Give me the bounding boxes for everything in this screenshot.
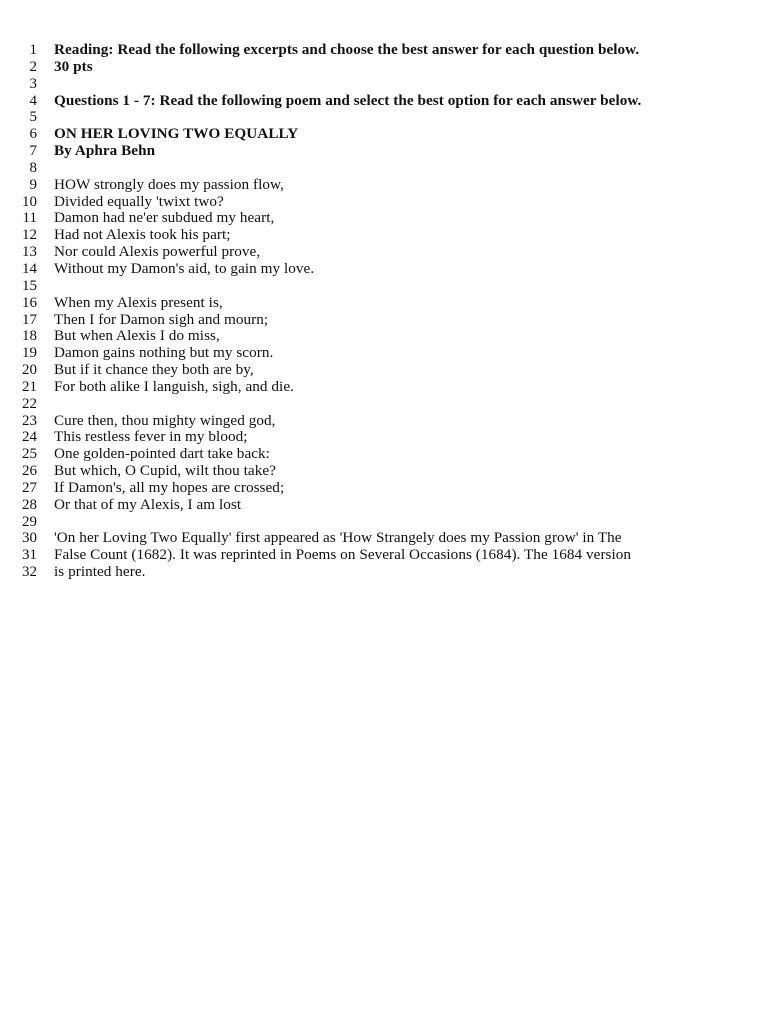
line-number: 32 bbox=[22, 564, 37, 581]
document-line bbox=[0, 362, 768, 379]
document-line bbox=[0, 396, 768, 413]
line-text: But which, O Cupid, wilt thou take? bbox=[54, 462, 276, 480]
line-text: For both alike I languish, sigh, and die. bbox=[54, 377, 294, 395]
line-text bbox=[37, 109, 54, 126]
line-text: HOW strongly does my passion flow, bbox=[54, 175, 284, 193]
document-line bbox=[0, 480, 768, 497]
document-line bbox=[0, 328, 768, 345]
line-text bbox=[37, 76, 54, 93]
document-line bbox=[0, 126, 768, 143]
line-text bbox=[37, 160, 54, 177]
document-line bbox=[0, 278, 768, 295]
document-line bbox=[0, 76, 768, 93]
document-line bbox=[0, 497, 768, 514]
line-number: 25 bbox=[22, 446, 37, 463]
line-text bbox=[37, 514, 54, 531]
line-text: But if it chance they both are by, bbox=[54, 361, 254, 379]
line-number: 12 bbox=[22, 227, 37, 244]
line-number: 6 bbox=[29, 126, 37, 143]
line-number: 11 bbox=[22, 210, 37, 227]
line-number: 15 bbox=[22, 277, 37, 294]
line-number: 4 bbox=[29, 92, 37, 109]
line-text: Questions 1 - 7: Read the following poem and select the best option for each answer below. bbox=[54, 91, 642, 109]
line-text: 30 pts bbox=[54, 57, 93, 75]
document-line bbox=[0, 564, 768, 581]
document-line bbox=[0, 59, 768, 76]
line-text: 'On her Loving Two Equally' first appeared as 'How Strangely does my Passion grow' in The bbox=[54, 529, 622, 547]
document-line bbox=[0, 463, 768, 480]
line-text: Without my Damon's aid, to gain my love. bbox=[54, 259, 315, 277]
line-number: 1 bbox=[29, 42, 37, 58]
line-number: 9 bbox=[29, 176, 37, 193]
line-text: False Count (1682). It was reprinted in Poems on Several Occasions (1684). The 1684 version bbox=[54, 546, 632, 564]
line-number: 28 bbox=[22, 496, 37, 513]
line-number: 14 bbox=[22, 260, 37, 277]
line-text: is printed here. bbox=[54, 563, 146, 581]
line-text: One golden-pointed dart take back: bbox=[54, 445, 270, 463]
line-number: 7 bbox=[29, 143, 37, 160]
line-number: 26 bbox=[22, 463, 37, 480]
document-line bbox=[0, 109, 768, 126]
line-number: 24 bbox=[22, 429, 37, 446]
document-line bbox=[0, 93, 768, 110]
document-line bbox=[0, 160, 768, 177]
line-number: 22 bbox=[22, 395, 37, 412]
line-number: 30 bbox=[22, 530, 37, 547]
line-number: 3 bbox=[29, 75, 37, 92]
line-text: By Aphra Behn bbox=[54, 142, 156, 160]
line-number: 23 bbox=[22, 412, 37, 429]
document-line bbox=[0, 143, 768, 160]
line-number: 20 bbox=[22, 362, 37, 379]
document-line bbox=[0, 345, 768, 362]
line-text: Damon had ne'er subdued my heart, bbox=[54, 209, 275, 227]
line-text: Divided equally 'twixt two? bbox=[54, 192, 224, 210]
line-text: ON HER LOVING TWO EQUALLY bbox=[54, 125, 299, 143]
line-number: 2 bbox=[29, 58, 37, 75]
document-line bbox=[0, 446, 768, 463]
line-text: But when Alexis I do miss, bbox=[54, 327, 220, 345]
line-text: Then I for Damon sigh and mourn; bbox=[54, 310, 269, 328]
document-line bbox=[0, 295, 768, 312]
document-line bbox=[0, 379, 768, 396]
line-number: 21 bbox=[22, 378, 37, 395]
line-number: 18 bbox=[22, 328, 37, 345]
document-line bbox=[0, 514, 768, 531]
line-text: Nor could Alexis powerful prove, bbox=[54, 243, 261, 261]
document-line bbox=[0, 210, 768, 227]
document-line bbox=[0, 312, 768, 329]
line-number: 19 bbox=[22, 345, 37, 362]
line-text: Damon gains nothing but my scorn. bbox=[54, 344, 274, 362]
line-number: 17 bbox=[22, 311, 37, 328]
line-number: 16 bbox=[22, 294, 37, 311]
line-number: 13 bbox=[22, 244, 37, 261]
line-number: 31 bbox=[22, 547, 37, 564]
line-text: This restless fever in my blood; bbox=[54, 428, 248, 446]
line-number: 27 bbox=[22, 479, 37, 496]
line-number: 5 bbox=[29, 109, 37, 126]
document-line bbox=[0, 429, 768, 446]
line-number: 10 bbox=[22, 193, 37, 210]
document-line bbox=[0, 244, 768, 261]
document-line bbox=[0, 194, 768, 211]
line-text: If Damon's, all my hopes are crossed; bbox=[54, 478, 285, 496]
document-line bbox=[0, 530, 768, 547]
line-number: 8 bbox=[29, 159, 37, 176]
line-number: 29 bbox=[22, 513, 37, 530]
line-text bbox=[37, 396, 54, 413]
document-line bbox=[0, 261, 768, 278]
document-line bbox=[0, 227, 768, 244]
line-text: Or that of my Alexis, I am lost bbox=[54, 495, 242, 513]
line-text: Had not Alexis took his part; bbox=[54, 226, 231, 244]
document-line bbox=[0, 42, 768, 59]
line-text: When my Alexis present is, bbox=[54, 293, 223, 311]
document-body bbox=[0, 42, 768, 581]
document-line bbox=[0, 177, 768, 194]
line-text: Reading: Read the following excerpts and choose the best answer for each question below. bbox=[54, 41, 640, 58]
document-line bbox=[0, 547, 768, 564]
document-line bbox=[0, 413, 768, 430]
line-text: Cure then, thou mighty winged god, bbox=[54, 411, 276, 429]
line-text bbox=[37, 278, 54, 295]
